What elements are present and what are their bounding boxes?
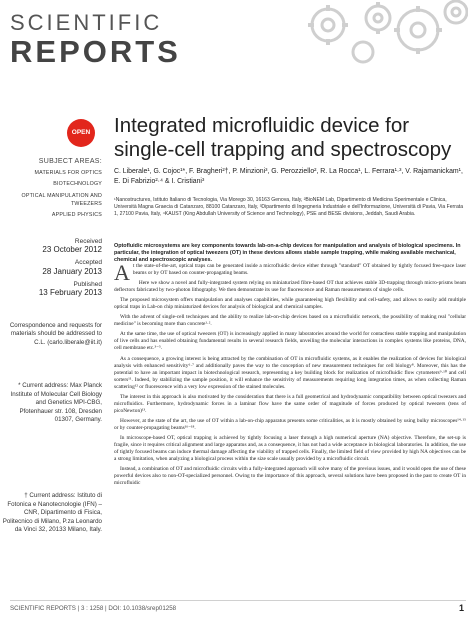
current-address-1: * Current address: Max Planck Institute of Molecular Cell Biology and Genetics MPI-CBG, Pfotenhauer str. 108, Dresden 01307, Germany. bbox=[10, 382, 102, 424]
affiliations: ¹Nanostructures, Istituto Italiano di Tecnologia, Via Morego 30, 16163 Genova, Italy, ²BioNEM Lab, Dipartimento di Medicina Sperimentale e Clinica, Università Magna Graecia di Catanzaro, 88100 Catanzaro, Italy, ³Dipartimento di Ingegneria Industriale e dell'Informazione, Università di Pavia, Via Ferrata 1, 27100 Pavia, Italy, ⁴KAUST (King Abdullah University of Science and Technology), PSE and BESE divisions, Jeddah, Saudi Arabia. bbox=[114, 197, 464, 217]
drop-cap: A bbox=[114, 260, 130, 285]
article-dates bbox=[2, 238, 102, 297]
paragraph: The proposed microsystem offers manipulation and analyses capabilities, while guaranteeing high flexibility and cell-safety, and allows to easily add multiple optical traps in Lab-on chip miniaturized devices for analysis of biological and chemical samples. bbox=[114, 297, 466, 311]
accepted-label: Accepted bbox=[74, 259, 102, 267]
paragraph: At the same time, the use of optical tweezers (OT) is increasingly applied in many laboratories around the world for contactless stable trapping and manipulation of live cells and has enabled obtaining fundamental results in several research fields, unveiling the molecular interactions in complex systems like proteins, DNA, cell membrane etc.³⁻⁵. bbox=[114, 331, 466, 352]
subject-item[interactable]: OPTICAL MANIPULATION AND TWEEZERS bbox=[21, 192, 102, 207]
paragraph: The interest in this approach is also motivated by the consideration that there is a full geometrical and hydrodynamic compatibility between optical tweezers and microfluidics. Furthermore, hydrodynamic forces in a laminar flow have the same order of magnitude of forces produced by optical tweezers (tens of picoNewton)¹³. bbox=[114, 393, 466, 414]
journal-logo-bottom: REPORTS bbox=[10, 34, 181, 69]
paragraph: Here we show a novel and fully-integrated system relying on miniaturized fibre-based OT that achieves stable 3D-trapping through micro-prisms beam deflectors fabricated by two-photon lithography. We then demonstrate its use for fluorescence and Raman measurements of single cells. bbox=[114, 280, 466, 294]
received-label: Received bbox=[74, 238, 102, 245]
current-address-2: † Current address: Istituto di Fotonica e Nanotecnologie (IFN) – CNR, Dipartimento di Fisica, Politecnico di Milano, P.za Leonardo da Vinci 32, 20133 Milano, Italy. bbox=[2, 492, 102, 534]
footer-citation: SCIENTIFIC REPORTS | 3 : 1258 | DOI: 10.1038/srep01258 bbox=[10, 605, 177, 612]
received-date: 23 October 2012 bbox=[42, 245, 102, 255]
subject-areas bbox=[2, 158, 102, 219]
published-date: 13 February 2013 bbox=[38, 288, 102, 298]
subject-item[interactable]: APPLIED PHYSICS bbox=[51, 212, 102, 219]
article-body bbox=[114, 260, 466, 490]
paragraph: As a consequence, a growing interest is being attracted by the combination of OT in microfluidic systems, as it enables the realization of devices for biological analysis with enhanced sensitivity⁶·⁷ and additionally paves the way to the conception of new measurement techniques for cell biology⁸. Moreover, this has the potential to have an important impact in biotechnological research, representing a key building block for realization of microfluidic flow cytometers⁹·¹⁰ and cell sorters¹¹. Indeed, by stabilizing the sample position, it will enhance the sensitivity of measurements requiring long integration times, as when collecting Raman scattering¹² or fluorescence with a very low expression of the stained molecules. bbox=[114, 355, 466, 390]
paragraph: However, at the state of the art, the use of OT within a lab-on-chip apparatus presents some criticalities, as it is mostly obtained by using bulky microscopes¹⁴·¹⁵ or by counter-propagating beams¹⁶⁻¹⁸. bbox=[114, 417, 466, 431]
author-list: C. Liberale¹, G. Cojoc¹*, F. Bragheri²†, P. Minzioni³, G. Perozziello², R. La Rocca¹, L. Ferrara¹·³, V. Rajamanickam¹, E. Di Fabrizio²·⁴ & I. Cristiani³ bbox=[114, 168, 463, 185]
published-label: Published bbox=[73, 280, 102, 288]
subject-areas-heading: SUBJECT AREAS: bbox=[38, 158, 102, 165]
gear-icon bbox=[268, 0, 468, 70]
article-title: Integrated microfluidic device for single-cell trapping and spectroscopy bbox=[114, 114, 452, 161]
page-footer bbox=[10, 600, 466, 612]
paragraph: Instead, a combination of OT and microfluidic circuits with a fully-integrated approach will solve many of the previous issues, and it would open the use of these powerful devices also to non-OT-specialized personnel. Owing to the importance of this approach, several solutions have been proposed in the past to create OT in microfluidic bbox=[114, 466, 466, 487]
correspondence-note: Correspondence and requests for materials should be addressed to C.L. (carlo.liberale@iit.it) bbox=[9, 322, 102, 346]
paragraph: With the advent of single-cell techniques and the ability to realize lab-on-chip devices based on a microfluidic network, the possibility of making real "cellular medicine" is becoming more than concrete¹·². bbox=[114, 314, 466, 328]
accepted-date: 28 January 2013 bbox=[42, 266, 102, 276]
journal-logo-top: SCIENTIFIC bbox=[10, 10, 163, 35]
abstract: Optofluidic microsystems are key components towards lab-on-a-chip devices for manipulation and analysis of biological specimens. In particular, the integration of optical tweezers (OT) in these devices allows stable sample trapping, while making available mechanical, chemical and spectroscopic analyses. bbox=[114, 243, 461, 263]
open-access-badge: OPEN bbox=[67, 119, 95, 147]
subject-item[interactable]: MATERIALS FOR OPTICS bbox=[34, 170, 102, 177]
paragraph: In microscope-based OT, optical trapping is achieved by tightly focusing a laser through a high numerical aperture (NA) objective. Therefore, the set-up is fragile, since it requires critical alignment and large apparatus and, as a consequence, it has not had a wide acceptance in biological laboratories. In addition, the use of tightly focused beams can induce thermal damage affecting the viability of trapped cells. Finally, the limited field of view provided by high NA objectives can be a strong limitation, when analyzing a biological process within the size scale usually provided by a microfluidic circuit. bbox=[114, 434, 466, 463]
paragraph-text: t the state-of-the-art, optical traps can be generated inside a microfluidic device either through "standard" OT obtained by tightly focused free-space laser beams or by OT based on counter-propagating beams. bbox=[132, 263, 466, 277]
page-number: 1 bbox=[458, 603, 464, 613]
subject-item[interactable]: BIOTECHNOLOGY bbox=[53, 181, 102, 188]
journal-header bbox=[0, 0, 474, 72]
paragraph bbox=[114, 260, 466, 285]
